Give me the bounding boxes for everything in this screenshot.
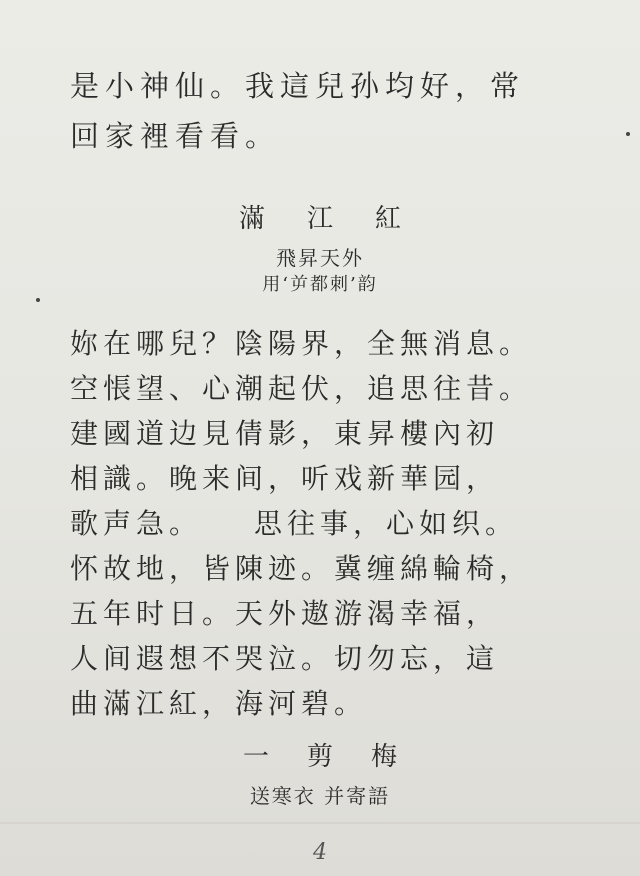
poem-subtitle: 飛昇天外 [276, 246, 364, 270]
poem-rhyme-note: 用‘屰都刺’韵 [262, 274, 378, 295]
poem2-subtitle: 送寒衣 并寄語 [249, 784, 391, 808]
poem-line: 相識。晚来间，听戏新華园， [70, 462, 500, 495]
poem-line: 空悵望、心潮起伏，追思往昔。 [70, 372, 533, 405]
paper-speck [36, 298, 40, 302]
poem-line: 歌声急。 思往事，心如织。 [70, 507, 519, 540]
page-number: 4 [313, 840, 327, 865]
poem-line: 建國道边見倩影，東昇樓內初 [70, 417, 500, 450]
carryover-line-1: 是小神仙。我這兒孙均好，常 [70, 69, 526, 103]
carryover-line-2: 回家裡看看。 [70, 119, 281, 153]
poem-line: 怀故地，皆陳迹。冀缠綿輪椅， [70, 552, 533, 585]
poem-line: 五年时日。天外遨游渴幸福， [70, 597, 500, 630]
poem-line: 人间遐想不哭泣。切勿忘，這 [70, 642, 500, 675]
poem-title-manjianghong: 滿江紅 [238, 204, 443, 234]
poem-line: 曲滿江紅，海河碧。 [70, 687, 368, 720]
poem-title-yijianmei: 一剪梅 [242, 742, 435, 772]
paper-speck [626, 132, 630, 136]
poem-line: 妳在哪兒？陰陽界，全無消息。 [70, 327, 533, 360]
page-fold-line [0, 822, 640, 824]
poem-body [70, 324, 600, 729]
